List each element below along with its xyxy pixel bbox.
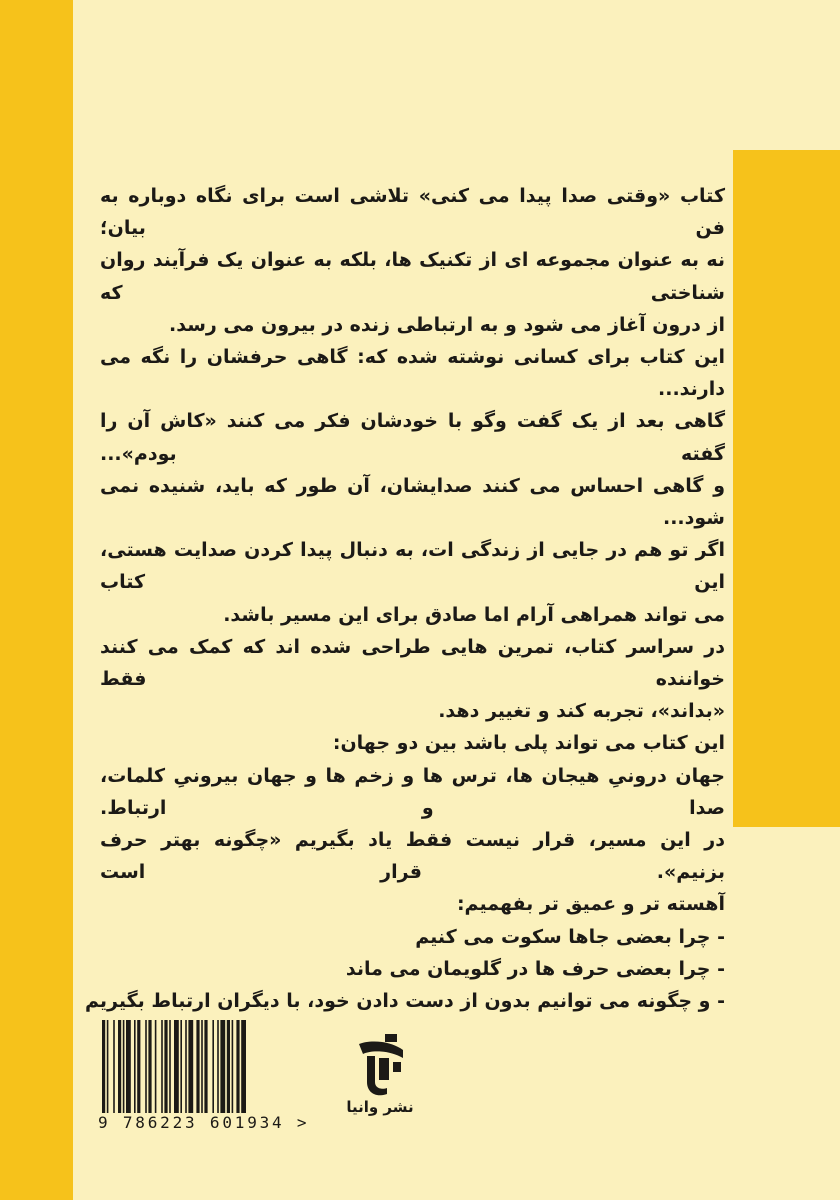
- barcode-bar: [201, 1020, 203, 1118]
- barcode-bar: [220, 1020, 225, 1118]
- barcode-bar: [145, 1020, 147, 1118]
- text-line: و گاهی احساس می کنند صدایشان، آن طور که باید، شنیده نمی شود...: [100, 474, 725, 530]
- text-line: نه به عنوان مجموعه ای از تکنیک ها، بلکه به عنوان یک فرآیند روان شناختی که: [100, 249, 725, 304]
- barcode-bar: [155, 1020, 157, 1118]
- text-line: کتاب «وقتی صدا پیدا می کنی» تلاشی است برای نگاه دوباره به فن بیان؛: [100, 185, 725, 240]
- barcode-bars: [98, 1020, 308, 1118]
- barcode-bar: [188, 1020, 193, 1118]
- isbn-digits: 9 786223 601934 >: [98, 1113, 310, 1132]
- text-line: در سراسر کتاب، تمرین هایی طراحی شده اند که کمک می کنند خواننده فقط: [100, 635, 725, 691]
- barcode-bar: [217, 1020, 219, 1118]
- barcode-bar: [227, 1020, 230, 1118]
- barcode-bar: [204, 1020, 207, 1118]
- text-line: این کتاب می تواند پلی باشد بین دو جهان:: [332, 732, 725, 755]
- text-line: آهسته تر و عمیق تر بفهمیم:: [456, 893, 725, 916]
- barcode-bar: [174, 1020, 179, 1118]
- barcode-bar: [107, 1020, 109, 1118]
- publisher-logo-icon: [345, 1028, 415, 1098]
- barcode-bar: [102, 1020, 105, 1118]
- text-line: «بداند»، تجربه کند و تغییر دهد.: [438, 700, 725, 723]
- barcode-bar: [123, 1020, 125, 1118]
- barcode-bar: [118, 1020, 121, 1118]
- barcode-bar: [185, 1020, 187, 1118]
- barcode-bar: [196, 1020, 199, 1118]
- right-color-tab: [733, 150, 840, 827]
- barcode-bar: [126, 1020, 131, 1118]
- publisher-name: نشر وانیا: [346, 1098, 414, 1116]
- barcode-bar: [232, 1020, 234, 1118]
- barcode-bar: [180, 1020, 182, 1118]
- text-line: این کتاب برای کسانی نوشته شده که: گاهی حرفشان را نگه می دارند...: [100, 346, 725, 401]
- text-line: در این مسیر، قرار نیست فقط یاد بگیریم «چگونه بهتر حرف بزنیم». قرار است: [100, 829, 725, 884]
- barcode-bar: [134, 1020, 136, 1118]
- barcode-bar: [164, 1020, 167, 1118]
- text-line: اگر تو هم در جایی از زندگی ات، به دنبال پیدا کردن صدایت هستی، این کتاب: [100, 539, 725, 594]
- left-color-band: [0, 0, 73, 1200]
- text-line: جهان درونیِ هیجان ها، ترس ها و زخم ها و جهان بیرونیِ کلمات، صدا و ارتباط.: [100, 764, 725, 819]
- back-cover-text: [84, 180, 725, 1017]
- barcode-bar: [212, 1020, 214, 1118]
- barcode-bar: [161, 1020, 163, 1118]
- barcode-bar: [148, 1020, 151, 1118]
- text-line: می تواند همراهی آرام اما صادق برای این مسیر باشد.: [223, 603, 725, 626]
- text-line: از درون آغاز می شود و به ارتباطی زنده در بیرون می رسد.: [169, 313, 725, 336]
- barcode-bar: [236, 1020, 239, 1118]
- text-line: گاهی بعد از یک گفت وگو با خودشان فکر می کنند «کاش آن را گفته بودم»...: [100, 410, 725, 465]
- list-item: - چرا بعضی حرف ها در گلویمان می ماند: [345, 957, 725, 980]
- barcode-bar: [113, 1020, 115, 1118]
- list-item: - چرا بعضی جاها سکوت می کنیم: [415, 925, 725, 948]
- list-item: - و چگونه می توانیم بدون از دست دادن خود، با دیگران ارتباط بگیریم: [84, 990, 725, 1013]
- barcode-bar: [169, 1020, 171, 1118]
- barcode-bar: [137, 1020, 140, 1118]
- barcode-bar: [241, 1020, 246, 1118]
